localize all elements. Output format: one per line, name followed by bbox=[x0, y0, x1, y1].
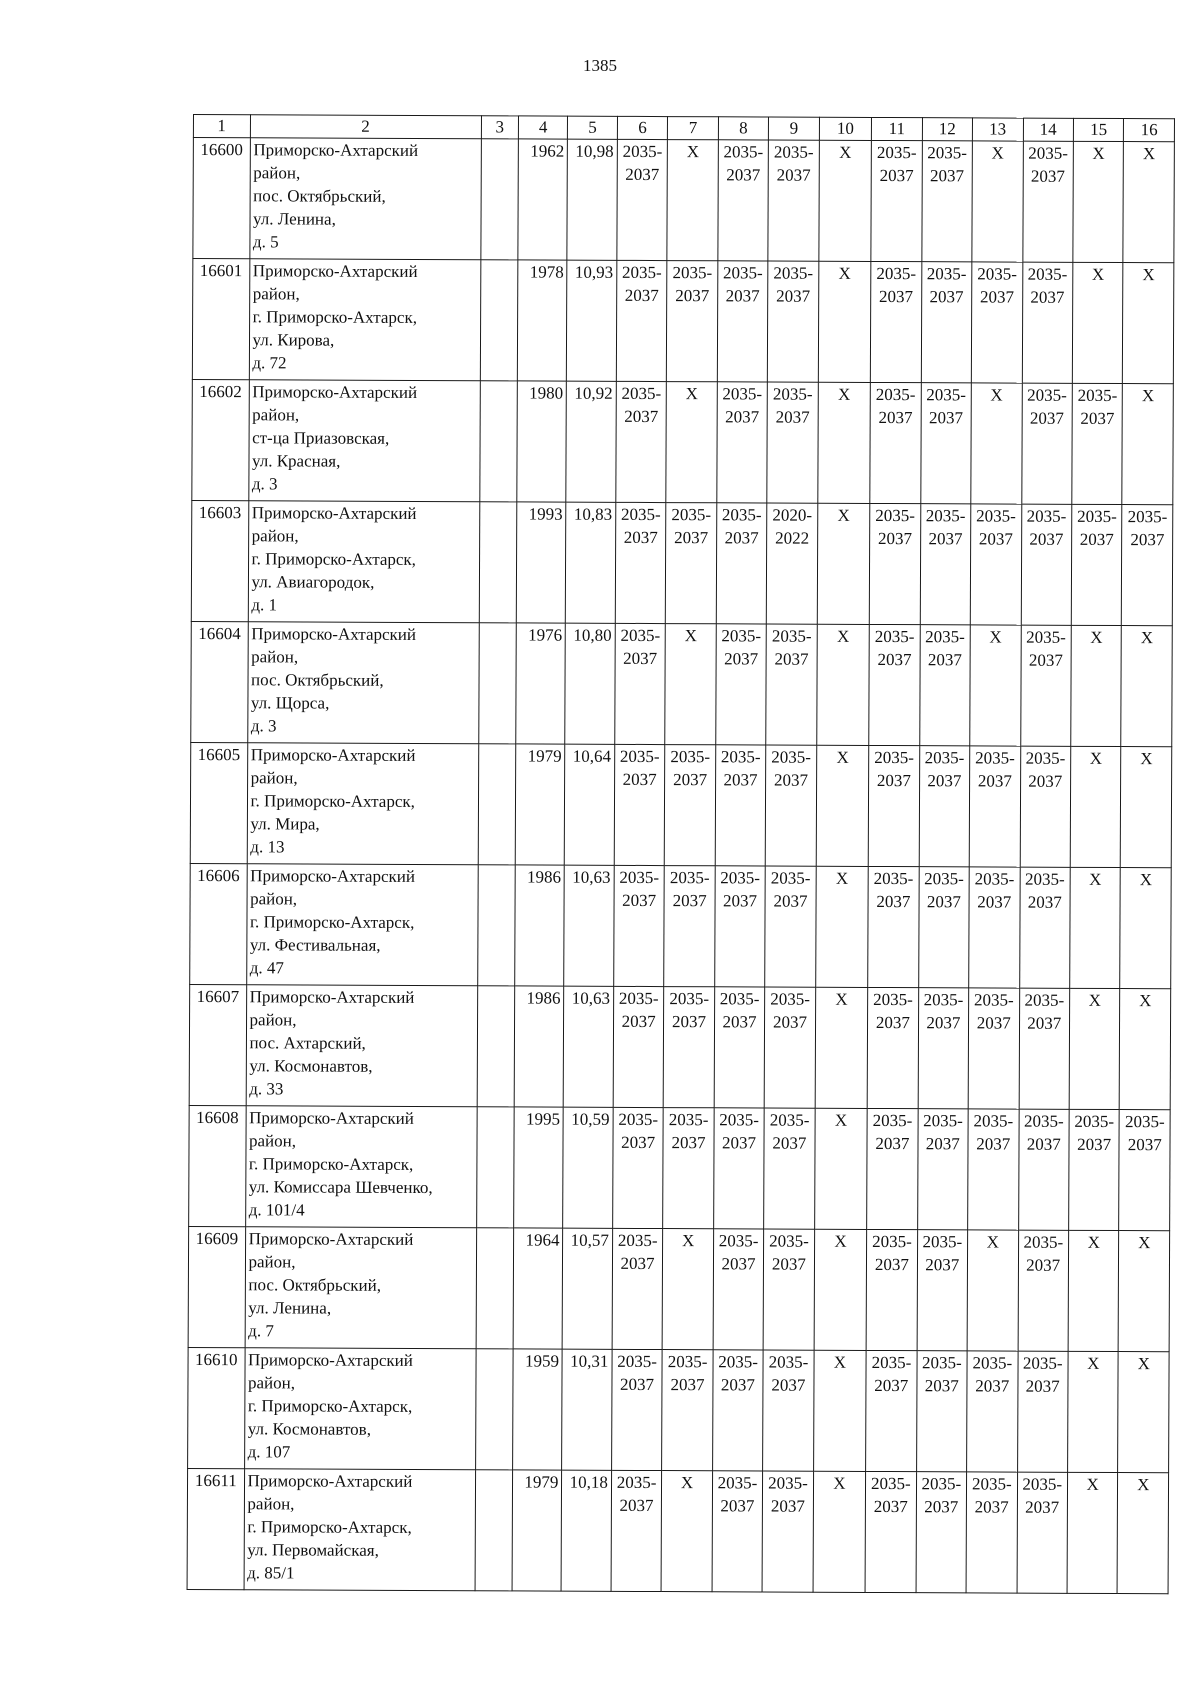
period-cell-col-11: 2035- 2037 bbox=[868, 745, 919, 866]
record-id: 16609 bbox=[188, 1226, 245, 1347]
period-cell-col-15: 2035- 2037 bbox=[1072, 383, 1123, 504]
period-cell-col-6: 2035- 2037 bbox=[614, 865, 665, 986]
period-cell-col-7: X bbox=[667, 140, 718, 261]
address-line: д. 3 bbox=[250, 716, 277, 736]
table-row bbox=[193, 138, 1175, 263]
period-cell-col-13: X bbox=[970, 625, 1021, 746]
period-cell-col-8: 2035- 2037 bbox=[714, 987, 765, 1108]
address-cell bbox=[249, 259, 481, 381]
column-3-cell bbox=[475, 1470, 513, 1591]
address-line: Приморско-Ахтарский bbox=[252, 261, 418, 281]
period-cell-col-12: 2035- 2037 bbox=[921, 262, 972, 383]
column-header-1: 1 bbox=[193, 115, 250, 138]
address-line: район, bbox=[250, 889, 298, 909]
period-cell-col-10: X bbox=[815, 866, 868, 987]
address-line: г. Приморско-Ахтарск, bbox=[252, 307, 418, 327]
year-cell: 1993 bbox=[516, 502, 566, 623]
table-row bbox=[188, 1226, 1170, 1351]
period-cell-col-16: 2035- 2037 bbox=[1122, 505, 1173, 626]
column-3-cell bbox=[477, 865, 515, 986]
year-cell: 1964 bbox=[513, 1228, 563, 1349]
address-cell bbox=[248, 501, 480, 623]
period-cell-col-10: X bbox=[813, 1471, 866, 1592]
period-cell-col-13: X bbox=[972, 141, 1023, 262]
address-line: Приморско-Ахтарский bbox=[250, 745, 416, 765]
period-cell-col-9: 2035- 2037 bbox=[764, 1108, 815, 1229]
table-row bbox=[191, 621, 1173, 746]
period-cell-col-6: 2035- 2037 bbox=[612, 1228, 663, 1349]
value-cell: 10,63 bbox=[564, 986, 614, 1107]
period-cell-col-15: X bbox=[1070, 867, 1121, 988]
period-cell-col-11: 2035- 2037 bbox=[865, 1471, 916, 1592]
year-cell: 1979 bbox=[515, 744, 565, 865]
column-header-15: 15 bbox=[1073, 118, 1124, 141]
column-3-cell bbox=[479, 381, 517, 502]
period-cell-col-6: 2035- 2037 bbox=[617, 139, 668, 260]
address-line: район, bbox=[247, 1494, 295, 1514]
table-row bbox=[190, 863, 1172, 988]
value-cell: 10,64 bbox=[565, 744, 615, 865]
address-cell bbox=[246, 985, 478, 1107]
period-cell-col-16: X bbox=[1119, 1231, 1170, 1352]
period-cell-col-7: X bbox=[662, 1229, 713, 1350]
address-line: д. 3 bbox=[251, 474, 278, 494]
period-cell-col-9: 2035- 2037 bbox=[765, 866, 816, 987]
table-row bbox=[192, 259, 1174, 384]
period-cell-col-9: 2035- 2037 bbox=[766, 624, 817, 745]
period-cell-col-16: X bbox=[1121, 626, 1172, 747]
period-cell-col-9: 2020- 2022 bbox=[766, 503, 817, 624]
period-cell-col-15: X bbox=[1071, 625, 1122, 746]
column-3-cell bbox=[476, 1228, 514, 1349]
period-cell-col-11: 2035- 2037 bbox=[871, 140, 922, 261]
record-id: 16602 bbox=[192, 379, 249, 500]
address-cell bbox=[247, 743, 479, 865]
address-line: г. Приморско-Ахтарск, bbox=[247, 1517, 412, 1537]
period-cell-col-16: X bbox=[1118, 1352, 1169, 1473]
period-cell-col-14: 2035- 2037 bbox=[1021, 383, 1072, 504]
period-cell-col-14: 2035- 2037 bbox=[1020, 625, 1071, 746]
record-id: 16608 bbox=[189, 1105, 246, 1226]
year-cell: 1959 bbox=[513, 1349, 563, 1470]
period-cell-col-13: 2035- 2037 bbox=[970, 504, 1021, 625]
address-cell bbox=[247, 622, 479, 744]
column-header-5: 5 bbox=[568, 116, 618, 139]
address-line: д. 85/1 bbox=[247, 1563, 295, 1583]
record-id: 16610 bbox=[188, 1347, 245, 1468]
table-row bbox=[188, 1347, 1170, 1472]
period-cell-col-12: 2035- 2037 bbox=[919, 625, 970, 746]
address-line: Приморско-Ахтарский bbox=[253, 140, 419, 160]
address-line: д. 33 bbox=[249, 1079, 284, 1099]
record-id: 16604 bbox=[191, 621, 248, 742]
period-cell-col-13: 2035- 2037 bbox=[968, 1109, 1019, 1230]
period-cell-col-8: 2035- 2037 bbox=[712, 1471, 763, 1592]
period-cell-col-8: 2035- 2037 bbox=[717, 382, 768, 503]
record-id: 16603 bbox=[191, 500, 248, 621]
period-cell-col-14: 2035- 2037 bbox=[1018, 1230, 1069, 1351]
address-line: район, bbox=[253, 163, 301, 183]
record-id: 16611 bbox=[187, 1468, 244, 1589]
period-cell-col-10: X bbox=[818, 261, 871, 382]
period-cell-col-15: 2035- 2037 bbox=[1069, 1109, 1120, 1230]
period-cell-col-10: X bbox=[817, 382, 870, 503]
period-cell-col-14: 2035- 2037 bbox=[1019, 867, 1070, 988]
address-line: д. 101/4 bbox=[248, 1200, 305, 1220]
year-cell: 1986 bbox=[514, 986, 564, 1107]
period-cell-col-14: 2035- 2037 bbox=[1019, 988, 1070, 1109]
period-cell-col-10: X bbox=[819, 140, 872, 261]
period-cell-col-14: 2035- 2037 bbox=[1022, 262, 1073, 383]
period-cell-col-11: 2035- 2037 bbox=[867, 987, 918, 1108]
period-cell-col-9: 2035- 2037 bbox=[765, 745, 816, 866]
column-3-cell bbox=[475, 1349, 513, 1470]
period-cell-col-8: 2035- 2037 bbox=[713, 1229, 764, 1350]
period-cell-col-6: 2035- 2037 bbox=[611, 1470, 662, 1591]
period-cell-col-7: 2035- 2037 bbox=[664, 866, 715, 987]
address-line: Приморско-Ахтарский bbox=[250, 866, 416, 886]
record-id: 16607 bbox=[189, 984, 246, 1105]
address-line: ул. Мира, bbox=[250, 814, 320, 834]
column-header-2: 2 bbox=[250, 115, 481, 139]
column-header-3: 3 bbox=[481, 116, 518, 139]
period-cell-col-9: 2035- 2037 bbox=[762, 1471, 813, 1592]
value-cell: 10,59 bbox=[563, 1107, 613, 1228]
period-cell-col-8: 2035- 2037 bbox=[717, 261, 768, 382]
column-header-13: 13 bbox=[972, 118, 1023, 141]
period-cell-col-9: 2035- 2037 bbox=[763, 1229, 814, 1350]
period-cell-col-12: 2035- 2037 bbox=[920, 504, 971, 625]
year-cell: 1995 bbox=[514, 1107, 564, 1228]
table-row bbox=[187, 1468, 1169, 1593]
address-line: ул. Ленина, bbox=[253, 209, 336, 229]
address-line: район, bbox=[251, 647, 299, 667]
period-cell-col-15: X bbox=[1073, 141, 1124, 262]
column-header-11: 11 bbox=[872, 117, 923, 140]
value-cell: 10,92 bbox=[566, 381, 616, 502]
address-cell bbox=[248, 380, 480, 502]
address-cell bbox=[244, 1469, 476, 1591]
address-line: г. Приморско-Ахтарск, bbox=[251, 549, 417, 569]
period-cell-col-7: X bbox=[661, 1471, 712, 1592]
period-cell-col-14: 2035- 2037 bbox=[1017, 1472, 1068, 1593]
year-cell: 1986 bbox=[515, 865, 565, 986]
column-3-cell bbox=[478, 744, 516, 865]
period-cell-col-13: 2035- 2037 bbox=[968, 988, 1019, 1109]
column-3-cell bbox=[480, 260, 518, 381]
address-line: район, bbox=[251, 526, 299, 546]
address-line: ул. Авиагородок, bbox=[251, 572, 375, 592]
address-line: д. 5 bbox=[252, 232, 279, 252]
period-cell-col-12: 2035- 2037 bbox=[917, 1109, 968, 1230]
address-line: ул. Космонавтов, bbox=[249, 1056, 373, 1076]
address-line: ул. Космонавтов, bbox=[247, 1419, 372, 1439]
value-cell: 10,57 bbox=[563, 1228, 613, 1349]
period-cell-col-6: 2035- 2037 bbox=[616, 260, 667, 381]
table-row bbox=[189, 984, 1171, 1109]
year-cell: 1978 bbox=[517, 260, 567, 381]
address-line: район, bbox=[252, 284, 300, 304]
period-cell-col-7: 2035- 2037 bbox=[663, 1108, 714, 1229]
period-cell-col-11: 2035- 2037 bbox=[870, 261, 921, 382]
period-cell-col-10: X bbox=[816, 624, 869, 745]
period-cell-col-7: 2035- 2037 bbox=[665, 745, 716, 866]
period-cell-col-11: 2035- 2037 bbox=[869, 624, 920, 745]
period-cell-col-12: 2035- 2037 bbox=[921, 141, 972, 262]
address-line: район, bbox=[252, 405, 300, 425]
period-cell-col-13: X bbox=[971, 383, 1022, 504]
address-line: г. Приморско-Ахтарск, bbox=[247, 1396, 413, 1416]
period-cell-col-7: X bbox=[665, 624, 716, 745]
address-line: ул. Первомайская, bbox=[247, 1540, 379, 1560]
address-line: г. Приморско-Ахтарск, bbox=[249, 912, 415, 932]
period-cell-col-11: 2035- 2037 bbox=[866, 1229, 917, 1350]
year-cell: 1979 bbox=[512, 1470, 562, 1591]
table-row bbox=[192, 379, 1174, 504]
table-body bbox=[187, 138, 1174, 1594]
address-line: пос. Октябрьский, bbox=[251, 670, 384, 690]
period-cell-col-6: 2035- 2037 bbox=[614, 744, 665, 865]
address-line: ул. Ленина, bbox=[248, 1298, 332, 1318]
period-cell-col-11: 2035- 2037 bbox=[866, 1350, 917, 1471]
period-cell-col-8: 2035- 2037 bbox=[716, 624, 767, 745]
address-line: Приморско-Ахтарский bbox=[249, 987, 415, 1007]
period-cell-col-9: 2035- 2037 bbox=[768, 140, 819, 261]
address-line: г. Приморско-Ахтарск, bbox=[250, 791, 415, 811]
period-cell-col-7: X bbox=[666, 382, 717, 503]
column-header-16: 16 bbox=[1124, 119, 1175, 142]
period-cell-col-11: 2035- 2037 bbox=[870, 382, 921, 503]
period-cell-col-16: X bbox=[1123, 263, 1174, 384]
period-cell-col-13: 2035- 2037 bbox=[969, 746, 1020, 867]
address-line: пос. Октябрьский, bbox=[248, 1275, 382, 1295]
address-line: Приморско-Ахтарский bbox=[247, 1471, 413, 1491]
address-line: ул. Комиссара Шевченко, bbox=[248, 1177, 433, 1198]
year-cell: 1980 bbox=[517, 381, 567, 502]
address-line: д. 7 bbox=[248, 1321, 274, 1341]
period-cell-col-15: X bbox=[1067, 1472, 1118, 1593]
period-cell-col-15: 2035- 2037 bbox=[1071, 504, 1122, 625]
period-cell-col-13: 2035- 2037 bbox=[966, 1472, 1017, 1593]
column-header-9: 9 bbox=[769, 117, 820, 140]
period-cell-col-7: 2035- 2037 bbox=[663, 987, 714, 1108]
column-3-cell bbox=[480, 139, 518, 260]
table-row bbox=[191, 500, 1173, 625]
value-cell: 10,93 bbox=[567, 260, 617, 381]
column-3-cell bbox=[478, 623, 516, 744]
period-cell-col-16: X bbox=[1120, 989, 1171, 1110]
registry-sheet bbox=[187, 114, 1175, 1594]
period-cell-col-10: X bbox=[815, 987, 868, 1108]
address-line: Приморско-Ахтарский bbox=[251, 624, 417, 644]
period-cell-col-9: 2035- 2037 bbox=[764, 987, 815, 1108]
address-line: ул. Щорса, bbox=[250, 693, 330, 713]
address-line: район, bbox=[249, 1010, 297, 1030]
year-cell: 1976 bbox=[516, 623, 566, 744]
period-cell-col-9: 2035- 2037 bbox=[763, 1350, 814, 1471]
record-id: 16601 bbox=[192, 259, 249, 380]
period-cell-col-9: 2035- 2037 bbox=[768, 261, 819, 382]
period-cell-col-16: X bbox=[1121, 747, 1172, 868]
period-cell-col-10: X bbox=[817, 503, 870, 624]
value-cell: 10,98 bbox=[567, 139, 617, 260]
period-cell-col-6: 2035- 2037 bbox=[611, 1349, 662, 1470]
period-cell-col-14: 2035- 2037 bbox=[1021, 504, 1072, 625]
period-cell-col-16: X bbox=[1123, 142, 1174, 263]
column-header-14: 14 bbox=[1023, 118, 1074, 141]
period-cell-col-9: 2035- 2037 bbox=[767, 382, 818, 503]
column-header-10: 10 bbox=[819, 117, 872, 140]
period-cell-col-6: 2035- 2037 bbox=[613, 1107, 664, 1228]
period-cell-col-6: 2035- 2037 bbox=[616, 381, 667, 502]
record-id: 16600 bbox=[193, 138, 250, 259]
period-cell-col-14: 2035- 2037 bbox=[1020, 746, 1071, 867]
period-cell-col-11: 2035- 2037 bbox=[867, 1108, 918, 1229]
period-cell-col-6: 2035- 2037 bbox=[615, 502, 666, 623]
period-cell-col-15: X bbox=[1068, 1351, 1119, 1472]
address-line: ул. Кирова, bbox=[252, 330, 335, 350]
column-header-4: 4 bbox=[518, 116, 568, 139]
period-cell-col-12: 2035- 2037 bbox=[917, 1230, 968, 1351]
period-cell-col-8: 2035- 2037 bbox=[718, 140, 769, 261]
period-cell-col-13: 2035- 2037 bbox=[969, 867, 1020, 988]
period-cell-col-7: 2035- 2037 bbox=[662, 1350, 713, 1471]
registry-table bbox=[187, 114, 1175, 1594]
address-line: д. 72 bbox=[252, 353, 287, 373]
period-cell-col-16: X bbox=[1122, 384, 1173, 505]
column-header-8: 8 bbox=[718, 117, 769, 140]
address-line: район, bbox=[248, 1252, 296, 1272]
period-cell-col-11: 2035- 2037 bbox=[869, 503, 920, 624]
value-cell: 10,83 bbox=[566, 502, 616, 623]
value-cell: 10,63 bbox=[564, 865, 614, 986]
address-line: ул. Красная, bbox=[251, 451, 341, 471]
period-cell-col-14: 2035- 2037 bbox=[1018, 1109, 1069, 1230]
page-number: 1385 bbox=[583, 56, 617, 75]
period-cell-col-10: X bbox=[814, 1229, 867, 1350]
period-cell-col-14: 2035- 2037 bbox=[1017, 1351, 1068, 1472]
period-cell-col-10: X bbox=[814, 1108, 867, 1229]
address-cell bbox=[245, 1106, 477, 1228]
column-header-12: 12 bbox=[922, 118, 973, 141]
year-cell: 1962 bbox=[518, 139, 568, 260]
address-line: ст-ца Приазовская, bbox=[252, 428, 390, 448]
address-line: район, bbox=[248, 1131, 297, 1151]
address-cell bbox=[244, 1348, 476, 1470]
period-cell-col-6: 2035- 2037 bbox=[615, 623, 666, 744]
address-line: Приморско-Ахтарский bbox=[249, 1108, 414, 1128]
period-cell-col-11: 2035- 2037 bbox=[868, 866, 919, 987]
record-id: 16605 bbox=[190, 742, 247, 863]
address-cell bbox=[249, 138, 481, 260]
column-header-7: 7 bbox=[668, 117, 719, 140]
period-cell-col-12: 2035- 2037 bbox=[916, 1351, 967, 1472]
column-3-cell bbox=[477, 986, 515, 1107]
period-cell-col-15: X bbox=[1068, 1230, 1119, 1351]
period-cell-col-7: 2035- 2037 bbox=[667, 261, 718, 382]
period-cell-col-7: 2035- 2037 bbox=[666, 503, 717, 624]
address-line: Приморско-Ахтарский bbox=[248, 1350, 413, 1370]
period-cell-col-14: 2035- 2037 bbox=[1022, 141, 1073, 262]
address-line: д. 13 bbox=[250, 837, 285, 857]
period-cell-col-12: 2035- 2037 bbox=[920, 383, 971, 504]
table-row bbox=[190, 742, 1172, 867]
address-line: Приморско-Ахтарский bbox=[251, 503, 417, 523]
address-line: г. Приморско-Ахтарск, bbox=[248, 1154, 414, 1174]
period-cell-col-8: 2035- 2037 bbox=[716, 503, 767, 624]
address-line: д. 107 bbox=[247, 1442, 291, 1462]
value-cell: 10,31 bbox=[562, 1349, 612, 1470]
address-line: Приморско-Ахтарский bbox=[248, 1229, 414, 1249]
period-cell-col-16: X bbox=[1120, 868, 1171, 989]
period-cell-col-8: 2035- 2037 bbox=[712, 1350, 763, 1471]
period-cell-col-12: 2035- 2037 bbox=[918, 867, 969, 988]
period-cell-col-13: X bbox=[967, 1230, 1018, 1351]
period-cell-col-8: 2035- 2037 bbox=[713, 1108, 764, 1229]
period-cell-col-13: 2035- 2037 bbox=[971, 262, 1022, 383]
address-line: ул. Фестивальная, bbox=[249, 935, 381, 955]
period-cell-col-15: X bbox=[1072, 262, 1123, 383]
column-header-6: 6 bbox=[617, 116, 668, 139]
period-cell-col-10: X bbox=[813, 1350, 866, 1471]
address-line: пос. Ахтарский, bbox=[249, 1033, 366, 1053]
period-cell-col-8: 2035- 2037 bbox=[714, 866, 765, 987]
value-cell: 10,80 bbox=[565, 623, 615, 744]
period-cell-col-16: 2035- 2037 bbox=[1119, 1110, 1170, 1231]
period-cell-col-15: X bbox=[1069, 988, 1120, 1109]
address-line: район, bbox=[250, 768, 298, 788]
period-cell-col-8: 2035- 2037 bbox=[715, 745, 766, 866]
period-cell-col-16: X bbox=[1117, 1473, 1168, 1594]
period-cell-col-6: 2035- 2037 bbox=[613, 986, 664, 1107]
period-cell-col-13: 2035- 2037 bbox=[967, 1351, 1018, 1472]
column-3-cell bbox=[476, 1107, 514, 1228]
column-3-cell bbox=[479, 502, 517, 623]
record-id: 16606 bbox=[190, 863, 247, 984]
address-cell bbox=[245, 1227, 477, 1349]
value-cell: 10,18 bbox=[561, 1470, 611, 1591]
address-line: пос. Октябрьский, bbox=[253, 186, 386, 206]
address-line: д. 47 bbox=[249, 958, 284, 978]
address-cell bbox=[246, 864, 478, 986]
period-cell-col-15: X bbox=[1070, 746, 1121, 867]
period-cell-col-10: X bbox=[816, 745, 869, 866]
address-line: Приморско-Ахтарский bbox=[252, 382, 418, 402]
period-cell-col-12: 2035- 2037 bbox=[919, 746, 970, 867]
address-line: район, bbox=[247, 1373, 296, 1393]
table-row bbox=[189, 1105, 1171, 1230]
period-cell-col-12: 2035- 2037 bbox=[916, 1472, 967, 1593]
address-line: д. 1 bbox=[251, 595, 278, 615]
period-cell-col-12: 2035- 2037 bbox=[918, 988, 969, 1109]
